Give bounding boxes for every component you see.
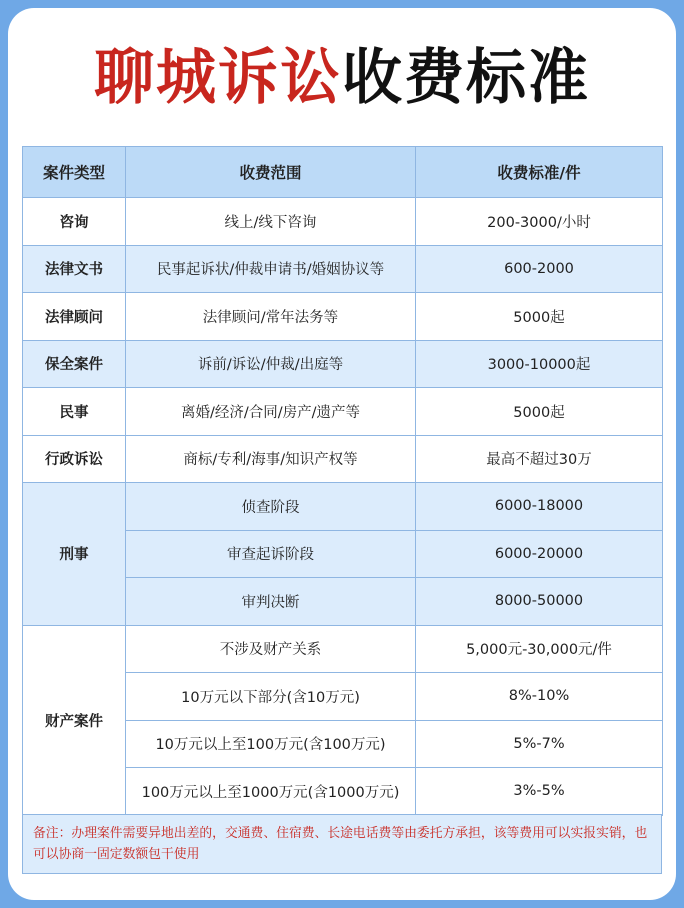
table-row <box>23 625 663 673</box>
row-fee: 6000-18000 <box>416 483 663 531</box>
row-category: 法律文书 <box>23 245 126 293</box>
header-case-type: 案件类型 <box>23 147 126 198</box>
page-title <box>8 38 676 118</box>
table-row <box>23 435 663 483</box>
table-row <box>23 483 663 531</box>
header-fee: 收费标准/件 <box>416 147 663 198</box>
row-scope: 民事起诉状/仲裁申请书/婚姻协议等 <box>126 245 416 293</box>
table-row <box>23 198 663 246</box>
row-fee: 5000起 <box>416 293 663 341</box>
property-category: 财产案件 <box>23 625 126 815</box>
title-black-part: 收费标准 <box>342 43 590 113</box>
fee-table <box>22 146 663 816</box>
row-fee: 600-2000 <box>416 245 663 293</box>
row-fee: 3%-5% <box>416 768 663 816</box>
row-category: 民事 <box>23 388 126 436</box>
row-fee: 5000起 <box>416 388 663 436</box>
row-category: 保全案件 <box>23 340 126 388</box>
row-fee: 5%-7% <box>416 720 663 768</box>
footnote: 备注：办理案件需要异地出差的，交通费、住宿费、长途电话费等由委托方承担，该等费用可以实报实销，也可以协商一固定数额包干使用 <box>22 814 662 874</box>
row-scope: 100万元以上至1000万元(含1000万元) <box>126 768 416 816</box>
row-fee: 最高不超过30万 <box>416 435 663 483</box>
poster-card <box>8 8 676 900</box>
row-fee: 8000-50000 <box>416 578 663 626</box>
table-row <box>23 245 663 293</box>
title-red-part: 聊城诉讼 <box>94 43 342 113</box>
row-fee: 200-3000/小时 <box>416 198 663 246</box>
row-fee: 5,000元-30,000元/件 <box>416 625 663 673</box>
row-fee: 3000-10000起 <box>416 340 663 388</box>
table-header-row <box>23 147 663 198</box>
row-scope: 离婚/经济/合同/房产/遗产等 <box>126 388 416 436</box>
row-scope: 审查起诉阶段 <box>126 530 416 578</box>
row-scope: 线上/线下咨询 <box>126 198 416 246</box>
criminal-category: 刑事 <box>23 483 126 626</box>
header-scope: 收费范围 <box>126 147 416 198</box>
table-row <box>23 293 663 341</box>
row-category: 法律顾问 <box>23 293 126 341</box>
table-row <box>23 340 663 388</box>
row-category: 行政诉讼 <box>23 435 126 483</box>
row-scope: 法律顾问/常年法务等 <box>126 293 416 341</box>
row-fee: 8%-10% <box>416 673 663 721</box>
row-scope: 不涉及财产关系 <box>126 625 416 673</box>
row-scope: 商标/专利/海事/知识产权等 <box>126 435 416 483</box>
table-row <box>23 388 663 436</box>
row-category: 咨询 <box>23 198 126 246</box>
row-scope: 10万元以下部分(含10万元) <box>126 673 416 721</box>
row-scope: 侦查阶段 <box>126 483 416 531</box>
row-scope: 诉前/诉讼/仲裁/出庭等 <box>126 340 416 388</box>
row-fee: 6000-20000 <box>416 530 663 578</box>
row-scope: 10万元以上至100万元(含100万元) <box>126 720 416 768</box>
row-scope: 审判决断 <box>126 578 416 626</box>
